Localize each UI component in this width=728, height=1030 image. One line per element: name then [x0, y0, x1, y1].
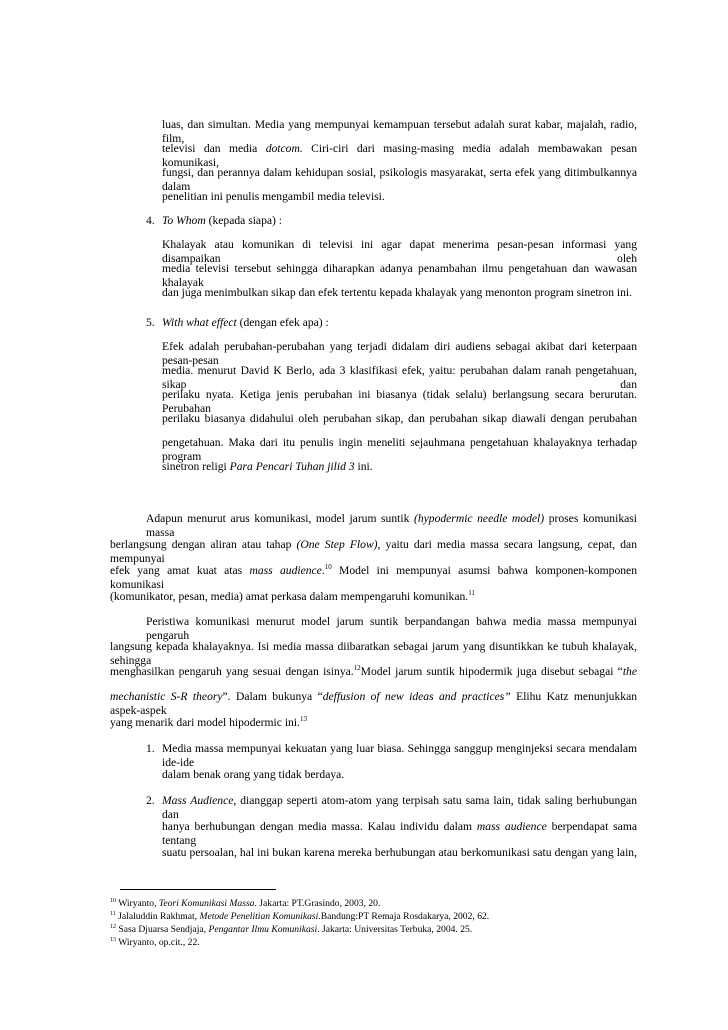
text-line: penelitian ini penulis mengambil media televisi. [162, 190, 385, 203]
list-number: 5. [146, 316, 155, 329]
text-line: Peristiwa komunikasi menurut model jarum suntik berpandangan bahwa media massa mempunyai pengaruh [146, 615, 637, 642]
text-line: fungsi, dan perannya dalam kehidupan sosial, psikologis masyarakat, serta efek yang ditimbulkannya dalam [162, 166, 637, 193]
list-number: 2. [146, 794, 155, 807]
item-heading: To Whom (kepada siapa) : [162, 214, 282, 227]
text-line: sinetron religi Para Pencari Tuhan jilid 3 ini. [162, 460, 373, 473]
text-line: langsung kepada khalayaknya. Isi media massa diibaratkan sebagai jarum yang disuntikkan ke tubuh khalayak, sehingga [110, 640, 637, 667]
list-number: 1. [146, 742, 155, 755]
text-line: berlangsung dengan aliran atau tahap (One Step Flow), yaitu dari media massa secara langsung, cepat, dan mempunyai [110, 538, 637, 565]
text-line: Media massa mempunyai kekuatan yang luar biasa. Sehingga sanggup menginjeksi secara mendalam ide-ide [162, 742, 637, 769]
list-number: 4. [146, 214, 155, 227]
text-line: pengetahuan. Maka dari itu penulis ingin meneliti sejauhmana pengetahuan khalayaknya terhadap program [162, 436, 637, 463]
footnote: $^{13}$ Wiryanto, op.cit., 22. [110, 937, 200, 948]
text-line: perilaku biasanya didahului oleh perubahan sikap, dan perubahan sikap diawali dengan perubahan [162, 412, 637, 425]
text-line: dalam benak orang yang tidak berdaya. [162, 768, 345, 781]
text-line: media. menurut David K Berlo, ada 3 klasifikasi efek, yaitu: perubahan dalam ranah pengetahuan, sikap dan [162, 364, 637, 391]
text-line: suatu persoalan, hal ini bukan karena mereka berhubungan atau berkomunikasi satu dengan yang lain, [162, 846, 637, 859]
footnote: $^{12}$ Sasa Djuarsa Sendjaja, Pengantar Ilmu Komunikasi. Jakarta: Universitas Terbuka, 2004. 25. [110, 924, 473, 935]
text-line: efek yang amat kuat atas mass audience.$^{10}$ Model ini mempunyai asumsi bahwa komponen-komponen komunikasi [110, 563, 637, 591]
text-line: Khalayak atau komunikan di televisi ini agar dapat menerima pesan-pesan informasi yang disampaikan oleh [162, 238, 637, 265]
text-line: Adapun menurut arus komunikasi, model jarum suntik (hypodermic needle model) proses komunikasi massa [146, 512, 637, 539]
text-line: Mass Audience, dianggap seperti atom-atom yang terpisah satu sama lain, tidak saling berhubungan dan [162, 794, 637, 821]
text-line: hanya berhubungan dengan media massa. Kalau individu dalam mass audience berpendapat sama tentang [162, 820, 637, 847]
footnote-separator [120, 889, 276, 890]
item-heading: With what effect (dengan efek apa) : [162, 316, 329, 329]
text-line: yang menarik dari model hipodermic ini.$^{13}$ [110, 715, 307, 729]
text-line: Efek adalah perubahan-perubahan yang terjadi didalam diri audiens sebagai akibat dari keterpaan pesan-pesan [162, 340, 637, 367]
text-line: mechanistic S-R theory”. Dalam bukunya “deffusion of new ideas and practices” Elihu Katz menunjukkan aspek-aspek [110, 690, 638, 717]
text-line: perilaku nyata. Ketiga jenis perubahan ini biasanya (tidak selalu) berlangsung secara berurutan. Perubahan [162, 388, 637, 415]
text-line: media televisi tersebut sehingga diharapkan adanya penambahan ilmu pengetahuan dan wawasan khalayak [162, 262, 637, 289]
footnote: $^{10}$ Wiryanto, Teori Komunikasi Massa. Jakarta: PT.Grasindo, 2003, 20. [110, 898, 381, 909]
footnote: $^{11}$ Jalaluddin Rakhmat, Metode Penelitian Komunikasi.Bandung:PT Remaja Rosdakarya, 2002, 62. [110, 911, 490, 922]
text-line: (komunikator, pesan, media) amat perkasa dalam mempengaruhi komunikan.$^{11}$ [110, 589, 475, 603]
text-line: menghasilkan pengaruh yang sesuai dengan isinya.$^{12}$Model jarum suntik hipodermik juga disebut sebagai “the [110, 664, 637, 678]
text-line: televisi dan media dotcom. Ciri-ciri dari masing-masing media adalah membawakan pesan komunikasi, [162, 142, 637, 169]
text-line: luas, dan simultan. Media yang mempunyai kemampuan tersebut adalah surat kabar, majalah, radio, film, [162, 118, 637, 145]
text-line: dan juga menimbulkan sikap dan efek tertentu kepada khalayak yang menonton program sinetron ini. [162, 286, 633, 299]
